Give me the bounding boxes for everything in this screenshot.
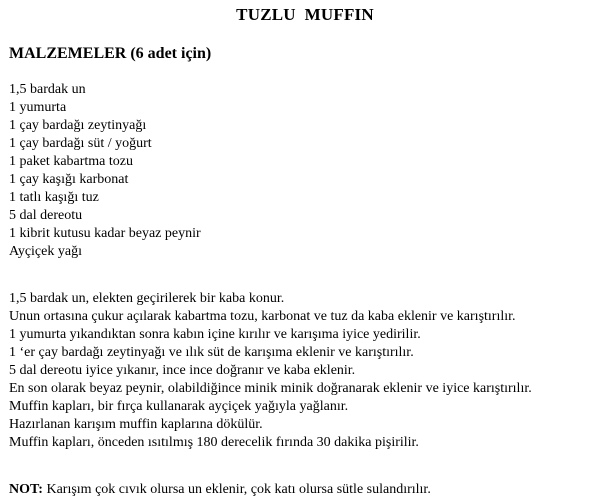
ingredient-item: 1 kibrit kutusu kadar beyaz peynir (9, 226, 201, 241)
ingredient-item: 1,5 bardak un (9, 82, 86, 97)
instruction-step: En son olarak beyaz peynir, olabildiğince minik minik doğranarak eklenir ve iyice karıştırılır. (9, 381, 532, 396)
ingredient-item: 1 yumurta (9, 100, 67, 115)
ingredients-heading: MALZEMELER (6 adet için) (9, 45, 212, 62)
ingredient-item: 5 dal dereotu (9, 208, 83, 223)
note-paragraph (9, 481, 431, 499)
ingredients-list (9, 81, 201, 261)
instruction-step: Unun ortasına çukur açılarak kabartma tozu, karbonat ve tuz da kaba eklenir ve karıştırılır. (9, 309, 516, 324)
instruction-step: 1 ‘er çay bardağı zeytinyağı ve ılık süt de karışıma eklenir ve karıştırılır. (9, 345, 414, 360)
ingredient-item: 1 paket kabartma tozu (9, 154, 134, 169)
instruction-step: 5 dal dereotu iyice yıkanır, ince ince doğranır ve kaba eklenir. (9, 363, 356, 378)
ingredient-item: 1 çay bardağı süt / yoğurt (9, 136, 152, 151)
note-text: Karışım çok cıvık olursa un eklenir, çok katı olursa sütle sulandırılır. (42, 482, 431, 497)
instruction-step: Muffin kapları, önceden ısıtılmış 180 derecelik fırında 30 dakika pişirilir. (9, 435, 419, 450)
ingredient-item: 1 tatlı kaşığı tuz (9, 190, 99, 205)
instructions-list (9, 290, 532, 452)
instruction-step: 1,5 bardak un, elekten geçirilerek bir kaba konur. (9, 291, 285, 306)
ingredient-item: 1 çay bardağı zeytinyağı (9, 118, 147, 133)
instruction-step: Muffin kapları, bir fırça kullanarak ayçiçek yağıyla yağlanır. (9, 399, 349, 414)
ingredient-item: Ayçiçek yağı (9, 244, 82, 259)
ingredient-item: 1 çay kaşığı karbonat (9, 172, 129, 187)
instruction-step: Hazırlanan karışım muffin kaplarına dökülür. (9, 417, 263, 432)
note-label: NOT: (9, 482, 43, 497)
page-title: TUZLU MUFFIN (236, 5, 374, 24)
instruction-step: 1 yumurta yıkandıktan sonra kabın içine kırılır ve karışıma iyice yedirilir. (9, 327, 421, 342)
